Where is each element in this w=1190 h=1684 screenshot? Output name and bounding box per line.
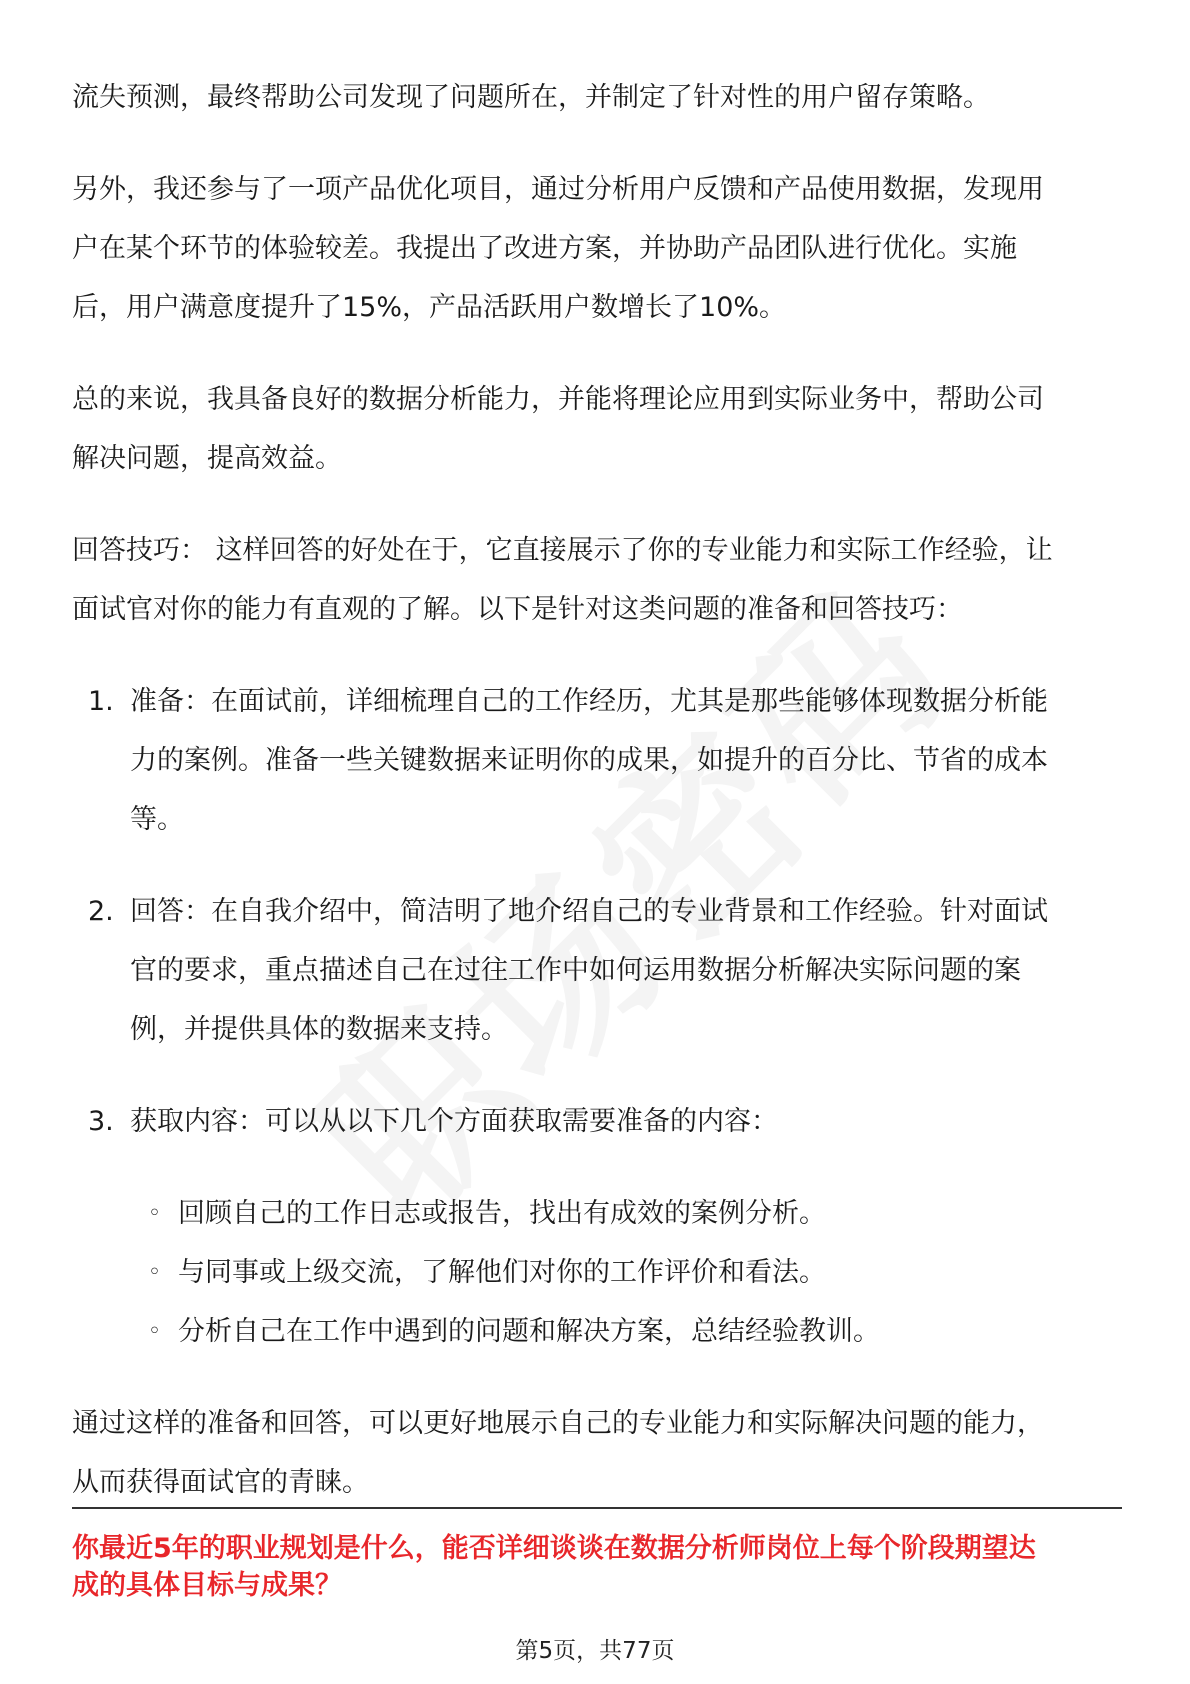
paragraph-closing: [72, 1394, 1122, 1512]
interview-question-heading: [72, 1530, 1122, 1604]
paragraph-line: 通过这样的准备和回答，可以更好地展示自己的专业能力和实际解决问题的能力，: [72, 1408, 1044, 1439]
main-content: [72, 68, 1122, 1512]
paragraph-line: 从而获得面试官的青睐。: [72, 1467, 369, 1498]
paragraph-product-optimization: [72, 160, 1122, 337]
bullet-text: 回顾自己的工作日志或报告，找出有成效的案例分析。: [178, 1198, 826, 1229]
paragraph-line: 户在某个环节的体验较差。我提出了改进方案，并协助产品团队进行优化。实施: [72, 233, 1017, 264]
list-number: 3.: [88, 1106, 114, 1137]
bullet-icon: ◦: [148, 1260, 161, 1285]
list-number: 1.: [88, 686, 114, 717]
bullet-icon: ◦: [148, 1201, 161, 1226]
paragraph-line: 流失预测，最终帮助公司发现了问题所在，并制定了针对性的用户留存策略。: [72, 82, 990, 113]
ordered-list: [72, 672, 1122, 1361]
bullet-text: 与同事或上级交流，了解他们对你的工作评价和看法。: [178, 1257, 826, 1288]
list-item-text: 获取内容：可以从以下几个方面获取需要准备的内容：: [130, 1106, 778, 1137]
paragraph-line: 另外，我还参与了一项产品优化项目，通过分析用户反馈和产品使用数据，发现用: [72, 174, 1044, 205]
list-item: [72, 1092, 1122, 1151]
list-item-text: 官的要求，重点描述自己在过往工作中如何运用数据分析解决实际问题的案: [130, 955, 1021, 986]
paragraph-line: 面试官对你的能力有直观的了解。以下是针对这类问题的准备和回答技巧：: [72, 594, 963, 625]
paragraph-line: 解决问题，提高效益。: [72, 443, 342, 474]
bullet-text: 分析自己在工作中遇到的问题和解决方案，总结经验教训。: [178, 1316, 880, 1347]
question-line: 你最近5年的职业规划是什么，能否详细谈谈在数据分析师岗位上每个阶段期望达: [72, 1533, 1036, 1564]
list-item-text: 力的案例。准备一些关键数据来证明你的成果，如提升的百分比、节省的成本: [130, 745, 1048, 776]
page-number: 第5页，共77页: [515, 1638, 675, 1664]
bullet-icon: ◦: [148, 1319, 161, 1344]
list-item-text: 准备：在面试前，详细梳理自己的工作经历，尤其是那些能够体现数据分析能: [130, 686, 1048, 717]
paragraph-line: 后，用户满意度提升了15%，产品活跃用户数增长了10%。: [72, 292, 787, 323]
section-divider: [72, 1507, 1122, 1509]
bullet-item: [72, 1184, 1122, 1243]
list-item: [72, 882, 1122, 1059]
paragraph-line: 回答技巧： 这样回答的好处在于，它直接展示了你的专业能力和实际工作经验，让: [72, 535, 1053, 566]
list-item-text: 例，并提供具体的数据来支持。: [130, 1014, 508, 1045]
bullet-list: [72, 1184, 1122, 1361]
question-line: 成的具体目标与成果？: [72, 1570, 342, 1601]
bullet-item: [72, 1302, 1122, 1361]
list-item-text: 回答：在自我介绍中，简洁明了地介绍自己的专业背景和工作经验。针对面试: [130, 896, 1048, 927]
list-number: 2.: [88, 896, 114, 927]
bullet-item: [72, 1243, 1122, 1302]
paragraph-answer-tips: [72, 521, 1122, 639]
list-item-text: 等。: [130, 804, 184, 835]
list-item: [72, 672, 1122, 849]
paragraph-summary: [72, 370, 1122, 488]
paragraph-line: 总的来说，我具备良好的数据分析能力，并能将理论应用到实际业务中，帮助公司: [72, 384, 1044, 415]
